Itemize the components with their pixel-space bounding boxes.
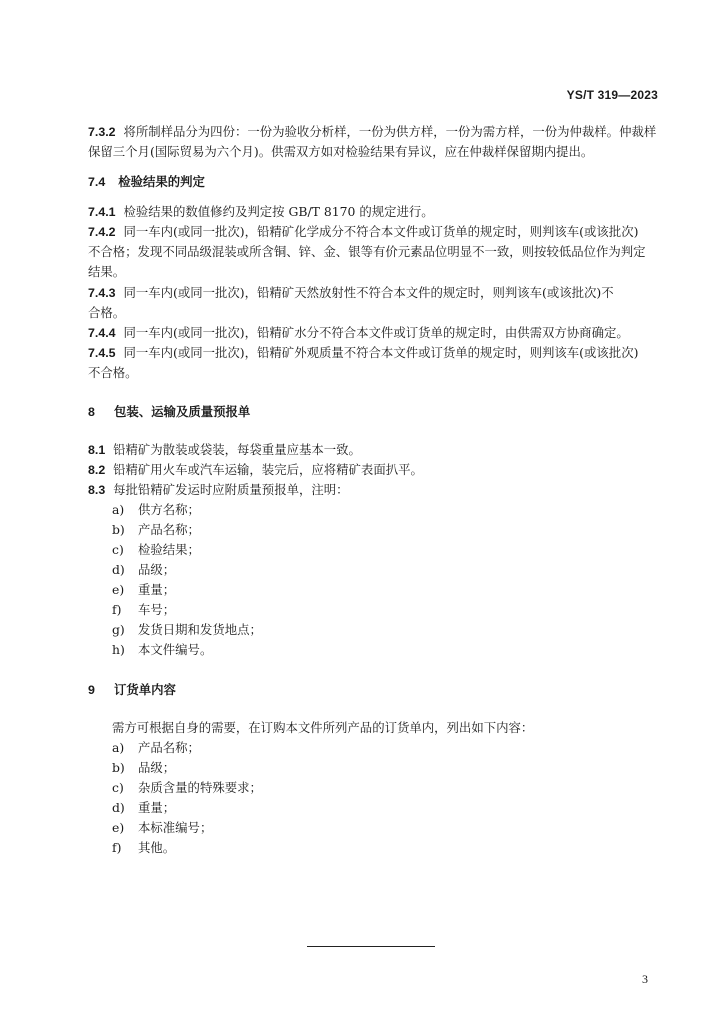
clause-7-4-5-line-1 [88,343,662,363]
list-label: b) [112,760,125,775]
clause-7-4-2-line-1 [88,222,662,242]
document-id: YS/T 319—2023 [566,88,658,102]
heading-number: 7.4 [88,175,106,189]
list-label: c) [112,542,124,557]
list-text: 杂质含量的特殊要求； [138,780,262,795]
list-item [112,818,662,838]
list-item [112,580,662,600]
heading-number: 8 [88,405,95,419]
list-item [112,560,662,580]
heading-number: 9 [88,683,95,697]
heading-title: 订货单内容 [114,682,176,697]
list-label: b) [112,522,125,537]
clause-8-2 [88,460,662,480]
list-label: e) [112,582,125,597]
section-9-intro: 需方可根据自身的需要，在订购本文件所列产品的订货单内，列出如下内容： [112,720,534,735]
clause-number: 8.3 [88,483,106,497]
list-label: c) [112,780,124,795]
clause-7-4-1 [88,202,662,222]
clause-8-1 [88,440,662,460]
list-text: 重量； [138,582,176,597]
clause-text: 同一车内(或同一批次)，铅精矿外观质量不符合本文件或订货单的规定时，则判该车(或该批次) [123,345,639,360]
list-item [112,600,662,620]
clause-number: 7.4.4 [88,326,116,340]
list-item [112,758,662,778]
list-label: a) [112,740,125,755]
list-item [112,798,662,818]
heading-title: 检验结果的判定 [118,174,205,189]
clause-7-4-5-line-2: 不合格。 [88,365,138,380]
list-text: 检验结果； [138,542,200,557]
clause-8-3 [88,480,662,500]
clause-7-4-3-line-1 [88,283,662,303]
heading-title: 包装、运输及质量预报单 [114,404,251,419]
list-item [112,640,662,660]
clause-number: 7.4.1 [88,205,116,219]
clause-number: 7.4.2 [88,225,116,239]
list-item [112,540,662,560]
clause-7-4-3-line-2: 合格。 [88,305,126,320]
list-item [112,778,662,798]
end-separator-line [307,946,435,947]
clause-text: 将所制样品分为四份：一份为验收分析样，一份为供方样，一份为需方样，一份为仲裁样。仲裁样 [123,124,657,139]
list-item [112,500,662,520]
list-text: 重量； [138,800,176,815]
list-text: 供方名称； [138,502,200,517]
clause-7-3-2-line-2: 保留三个月(国际贸易为六个月)。供需双方如对检验结果有异议，应在仲裁样保留期内提出。 [88,144,594,159]
list-text: 品级； [138,562,176,577]
list-text: 产品名称； [138,522,200,537]
list-text: 本标准编号； [138,820,213,835]
list-text: 产品名称； [138,740,200,755]
clause-7-4-2-line-3: 结果。 [88,264,126,279]
clause-text: 同一车内(或同一批次)，铅精矿化学成分不符合本文件或订货单的规定时，则判该车(或该批次) [123,224,639,239]
page-number: 3 [642,972,648,986]
clause-number: 7.3.2 [88,125,116,139]
list-item [112,738,662,758]
list-label: f) [112,602,122,617]
list-label: d) [112,800,125,815]
list-label: f) [112,840,122,855]
list-label: e) [112,820,125,835]
list-label: h) [112,642,125,657]
clause-7-4-2-line-2: 不合格；发现不同品级混装或所含铜、锌、金、银等有价元素品位明显不一致，则按较低品位作为判定 [88,244,646,259]
clause-7-3-2-line-1 [88,122,662,142]
clause-text: 检验结果的数值修约及判定按 GB/T 8170 的规定进行。 [123,204,434,219]
list-text: 本文件编号。 [138,642,213,657]
clause-text: 同一车内(或同一批次)，铅精矿水分不符合本文件或订货单的规定时，由供需双方协商确定。 [123,325,629,340]
clause-text: 铅精矿为散装或袋装，每袋重量应基本一致。 [113,442,361,457]
list-text: 其他。 [138,840,176,855]
section-heading-7-4 [88,172,662,192]
list-label: a) [112,502,125,517]
clause-7-4-4 [88,323,662,343]
list-label: d) [112,562,125,577]
clause-text: 铅精矿用火车或汽车运输，装完后，应将精矿表面扒平。 [113,462,423,477]
clause-number: 7.4.5 [88,346,116,360]
list-text: 发货日期和发货地点； [138,622,262,637]
list-text: 品级； [138,760,176,775]
section-heading-8 [88,402,662,422]
list-item [112,520,662,540]
clause-text: 每批铅精矿发运时应附质量预报单，注明： [113,482,349,497]
section-heading-9 [88,680,662,700]
list-text: 车号； [138,602,176,617]
list-item [112,620,662,640]
list-label: g) [112,622,125,637]
clause-number: 7.4.3 [88,286,116,300]
clause-text: 同一车内(或同一批次)，铅精矿天然放射性不符合本文件的规定时，则判该车(或该批次)不 [123,285,614,300]
clause-number: 8.1 [88,443,106,457]
clause-number: 8.2 [88,463,106,477]
list-item [112,838,662,858]
